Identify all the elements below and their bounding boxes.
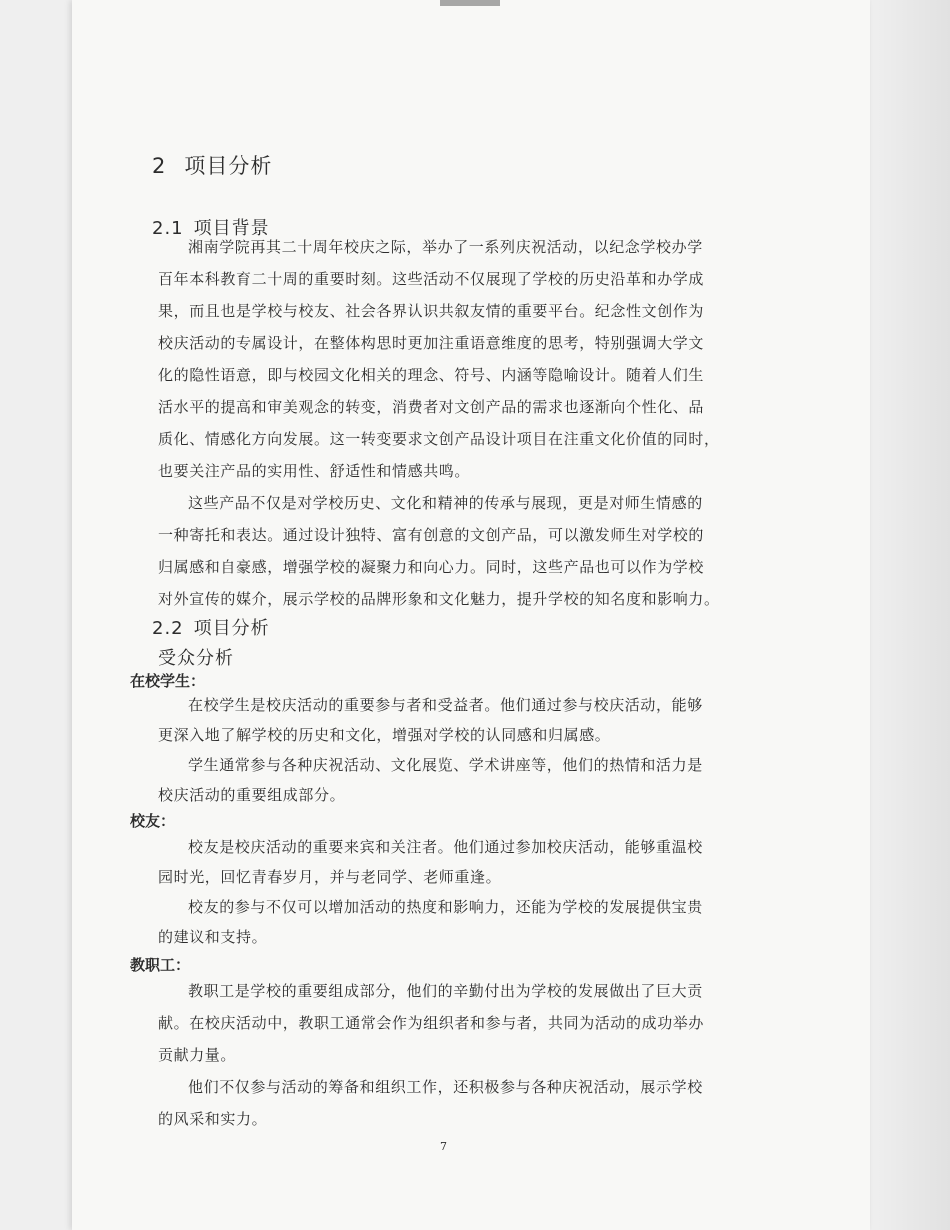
paragraph-line: 一种寄托和表达。通过设计独特、富有创意的文创产品，可以激发师生对学校的	[158, 526, 705, 544]
paragraph-line: 学生通常参与各种庆祝活动、文化展览、学术讲座等，他们的热情和活力是	[188, 756, 703, 774]
paragraph-line: 湘南学院再其二十周年校庆之际，举办了一系列庆祝活动，以纪念学校办学	[188, 238, 703, 256]
paragraph-line: 他们不仅参与活动的筹备和组织工作，还积极参与各种庆祝活动，展示学校	[188, 1078, 703, 1096]
paragraph-line: 质化、情感化方向发展。这一转变要求文创产品设计项目在注重文化价值的同时，	[158, 430, 720, 448]
paragraph-line: 校庆活动的专属设计，在整体构思时更加注重语意维度的思考，特别强调大学文	[158, 334, 705, 352]
paragraph-line: 化的隐性语意，即与校园文化相关的理念、符号、内涵等隐喻设计。随着人们生	[158, 366, 705, 384]
paragraph-line: 对外宣传的媒介，展示学校的品牌形象和文化魅力，提升学校的知名度和影响力。	[158, 590, 720, 608]
paragraph-line: 在校学生是校庆活动的重要参与者和受益者。他们通过参与校庆活动，能够	[188, 696, 703, 714]
paragraph-line: 献。在校庆活动中，教职工通常会作为组织者和参与者，共同为活动的成功举办	[158, 1014, 705, 1032]
section-heading	[152, 150, 272, 180]
subsection-heading-2-2	[152, 614, 270, 640]
paragraph-line: 这些产品不仅是对学校历史、文化和精神的传承与展现，更是对师生情感的	[188, 494, 703, 512]
paragraph-line: 的风采和实力。	[158, 1110, 268, 1128]
scan-artifact	[440, 0, 500, 6]
staff-label: 教职工：	[130, 956, 191, 974]
audience-analysis-heading: 受众分析	[158, 648, 234, 669]
alumni-label: 校友：	[130, 812, 176, 830]
paragraph-line: 的建议和支持。	[158, 928, 268, 946]
paragraph-line: 也要关注产品的实用性、舒适性和情感共鸣。	[158, 462, 471, 480]
subsection-title: 项目背景	[193, 218, 270, 239]
section-title: 项目分析	[184, 154, 273, 178]
paragraph-line: 活水平的提高和审美观念的转变，消费者对文创产品的需求也逐渐向个性化、品	[158, 398, 705, 416]
paragraph-line: 更深入地了解学校的历史和文化，增强对学校的认同感和归属感。	[158, 726, 611, 744]
paragraph-line: 果，而且也是学校与校友、社会各界认识共叙友情的重要平台。纪念性文创作为	[158, 302, 705, 320]
subsection-number: 2.1	[152, 218, 184, 239]
paragraph-line: 校庆活动的重要组成部分。	[158, 786, 346, 804]
section-number: 2	[152, 154, 167, 178]
paragraph-line: 园时光，回忆青春岁月，并与老同学、老师重逢。	[158, 868, 502, 886]
page-number: 7	[440, 1140, 447, 1153]
paragraph-line: 贡献力量。	[158, 1046, 237, 1064]
paragraph-line: 归属感和自豪感，增强学校的凝聚力和向心力。同时，这些产品也可以作为学校	[158, 558, 705, 576]
subsection-number: 2.2	[152, 618, 184, 639]
page-edge-shadow	[870, 0, 950, 1230]
paragraph-line: 校友的参与不仅可以增加活动的热度和影响力，还能为学校的发展提供宝贵	[188, 898, 703, 916]
subsection-title: 项目分析	[193, 618, 270, 639]
paragraph-line: 教职工是学校的重要组成部分，他们的辛勤付出为学校的发展做出了巨大贡	[188, 982, 703, 1000]
paragraph-line: 校友是校庆活动的重要来宾和关注者。他们通过参加校庆活动，能够重温校	[188, 838, 703, 856]
students-label: 在校学生：	[130, 672, 206, 690]
paragraph-line: 百年本科教育二十周的重要时刻。这些活动不仅展现了学校的历史沿革和办学成	[158, 270, 705, 288]
